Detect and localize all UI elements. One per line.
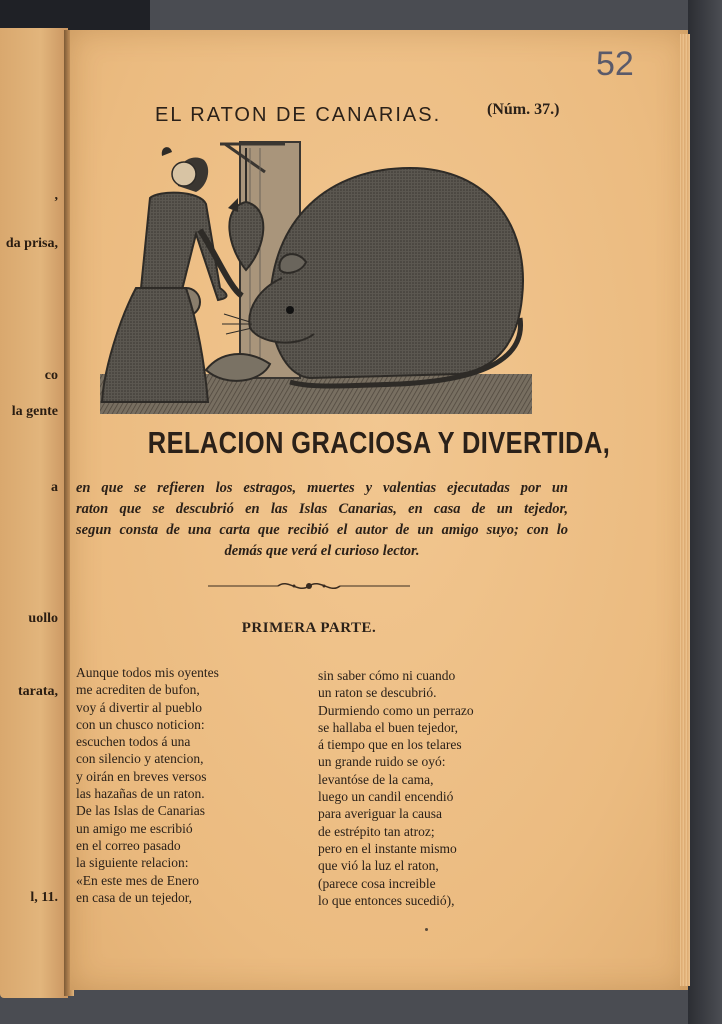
- running-header-title: EL RATON DE CANARIAS.: [155, 104, 442, 126]
- left-fragment: a: [51, 480, 58, 495]
- verse-line: de estrépito tan atroz;: [318, 823, 435, 839]
- left-fragment: uollo: [28, 611, 58, 626]
- verse-line: las hazañas de un raton.: [76, 786, 205, 802]
- verse-line: un grande ruido se oyó:: [318, 754, 446, 770]
- backdrop-top-left: [0, 0, 150, 30]
- facing-page-left: [0, 28, 68, 998]
- left-fragment: la gente: [11, 404, 58, 419]
- verse-line: escuchen todos á una: [76, 734, 191, 750]
- verse-line: con un chusco noticion:: [76, 716, 205, 732]
- subtitle-line: demás que verá el curioso lector.: [224, 543, 420, 559]
- left-fragment: co: [44, 368, 58, 383]
- ink-speck: [425, 928, 428, 931]
- subtitle-line: raton que se descubrió en las Islas Canarias, en casa de un tejedor,: [76, 501, 568, 517]
- verse-line: pero en el instante mismo: [318, 840, 457, 856]
- verse-line: levantóse de la cama,: [318, 771, 434, 787]
- ornament-divider: [208, 578, 410, 594]
- verse-line: sin saber cómo ni cuando: [318, 668, 456, 683]
- verse-line: Durmiendo como un perrazo: [318, 702, 474, 718]
- verse-line: Aunque todos mis oyentes: [76, 665, 219, 680]
- running-header-number: (Núm. 37.): [487, 101, 560, 118]
- left-fragment: l, 11.: [30, 890, 58, 905]
- verse-line: voy á divertir al pueblo: [76, 699, 202, 715]
- verse-line: que vió la luz el raton,: [318, 858, 439, 874]
- verse-line: en el correo pasado: [76, 837, 181, 853]
- left-fragment: ,: [54, 188, 58, 203]
- page-stack-edge: [680, 34, 690, 986]
- verse-line: la siguiente relacion:: [76, 855, 189, 871]
- verse-line: (parece cosa increible: [318, 875, 436, 891]
- verse-column-left: [76, 664, 219, 906]
- verse-line: lo que entonces sucedió),: [318, 892, 455, 908]
- verse-line: De las Islas de Canarias: [76, 803, 205, 819]
- subtitle-block: [76, 478, 568, 562]
- verse-line: un raton se descubrió.: [318, 685, 437, 701]
- verse-line: se hallaba el buen tejedor,: [318, 719, 459, 735]
- woodcut-illustration: [100, 138, 532, 416]
- verse-line: me acrediten de bufon,: [76, 682, 200, 698]
- verse-line: para averiguar la causa: [318, 806, 443, 822]
- backdrop-right: [688, 0, 722, 1024]
- verse-line: en casa de un tejedor,: [76, 889, 193, 905]
- left-fragment: tarata,: [17, 684, 58, 699]
- main-title: RELACION GRACIOSA Y DIVERTIDA,: [147, 425, 611, 460]
- verse-column-right: [318, 667, 474, 909]
- verse-line: un amigo me escribió: [76, 820, 193, 836]
- verse-line: luego un candil encendió: [318, 789, 454, 805]
- verse-line: con silencio y atencion,: [76, 751, 204, 767]
- verse-line: y oirán en breves versos: [76, 768, 207, 784]
- subtitle-line: segun consta de una carta que recibió el autor de un amigo suyo; con lo: [76, 522, 568, 538]
- section-heading: PRIMERA PARTE.: [241, 620, 377, 636]
- verse-line: á tiempo que en los telares: [318, 737, 462, 753]
- subtitle-line: en que se refieren los estragos, muertes y valentias ejecutadas por un: [76, 480, 568, 496]
- folio-number: 52: [596, 45, 634, 83]
- verse-line: «En este mes de Enero: [76, 872, 199, 888]
- left-fragment: da prisa,: [5, 236, 58, 251]
